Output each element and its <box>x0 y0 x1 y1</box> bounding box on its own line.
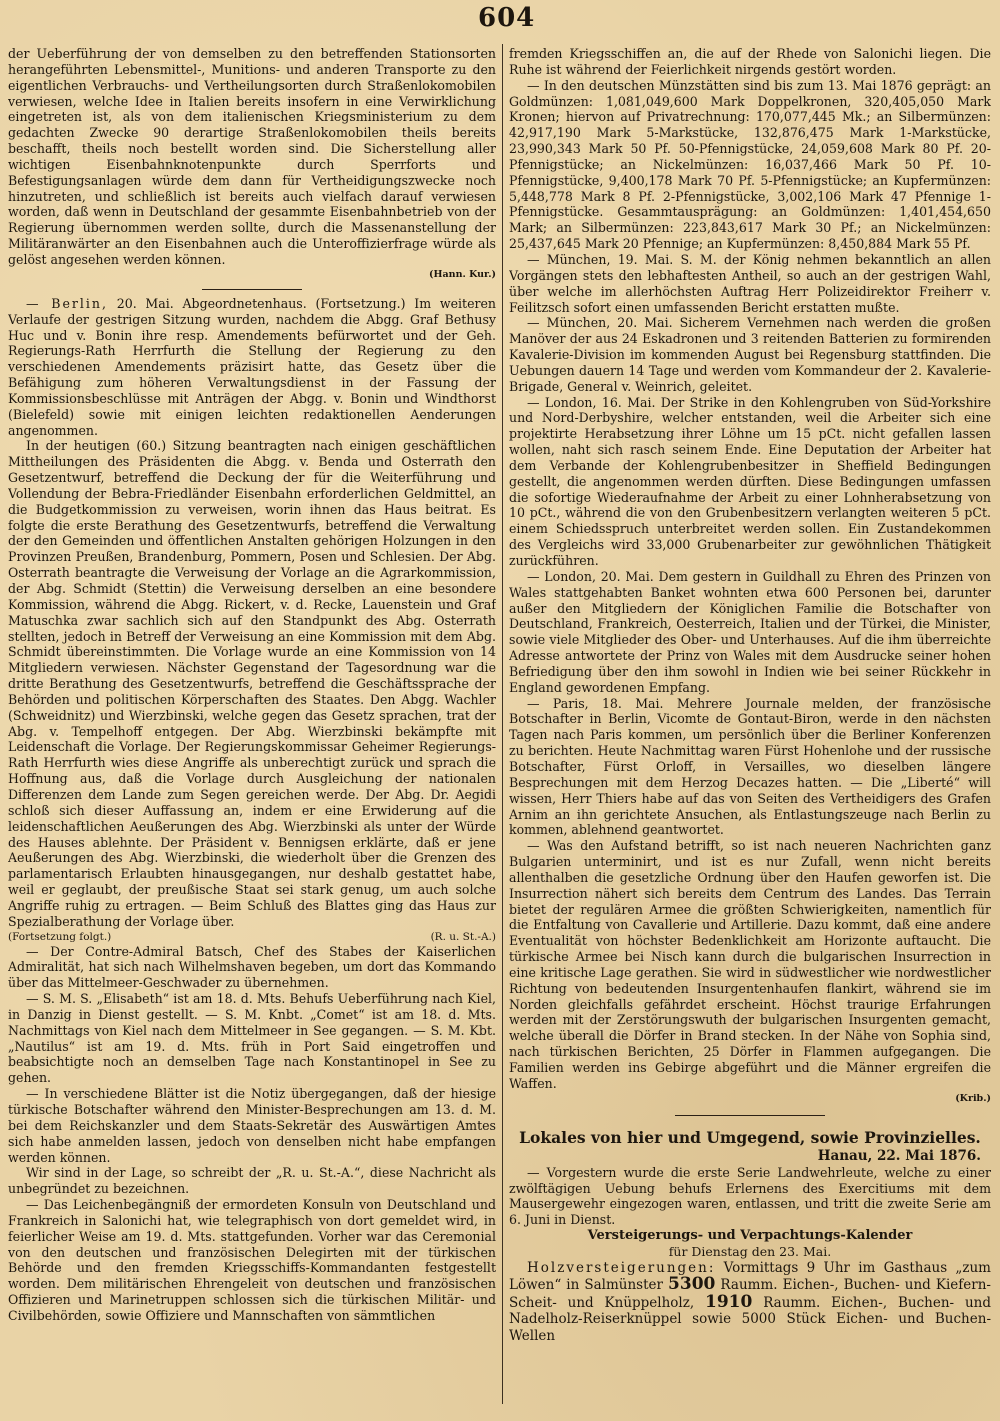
kalender-number-2: 1910 <box>705 1291 753 1312</box>
article-turkish-ambassador: — In verschiedene Blätter ist die Notiz übergegangen, daß der hiesige türkische Botschafter während den Minister-Besprechungen am 13. d. M. bei dem Reichskanzler und dem Staats-Sekretär des Auswärtigen Amtes sich habe anmelden lassen, jedoch von denselben nicht habe empfangen werden können. <box>8 1086 496 1165</box>
article-salonichi-funeral: — Das Leichenbegängniß der ermordeten Konsuln von Deutschland und Frankreich in Salonichi hat, wie telegraphisch von dort gemeldet wird, in feierlicher Weise am 19. d. Mts. stattgefunden. Vorher war das Ceremonial von den deutschen und französischen Delegirten mit der türkischen Behörde und den fremden Kriegsschiffs-Kommandanten festgestellt worden. Dem militärischen Ehrengeleit von deutschen und französischen Offizieren und Marinetruppen schlossen sich die türkischen Militär- und Civilbehörden, sowie Offiziere und Mannschaften von sämmtlichen <box>8 1197 496 1323</box>
section-separator <box>675 1115 825 1116</box>
kalender-date: für Dienstag den 23. Mai. <box>668 1244 832 1260</box>
source-krib: (Krib.) <box>955 1092 991 1104</box>
dateline-berlin: — Berlin, <box>26 295 109 311</box>
article-admiral-batsch: — Der Contre-Admiral Batsch, Chef des Stabes der Kaiserlichen Admiralität, hat sich nach Wilhelmshaven begeben, um dort das Kommando über das Mittelmeer-Geschwader zu übernehmen. <box>8 943 496 991</box>
dateline-hanau: Hanau, 22. Mai 1876. <box>817 1147 981 1164</box>
article-bulgaria-uprising: — Was den Aufstand betrifft, so ist nach neueren Nachrichten ganz Bulgarien unterminirt, und ist es nur Zufall, wenn nicht bereits allenthalben die gesetzliche Ordnung über den Haufen geworfen ist. Die Insurrection nähert sich bereits dem Centrum des Landes. Das Terrain bietet der regulären Armee die größten Schwierigkeiten, namentlich für die Entfaltung von Cavallerie und Artillerie. Dazu kommt, daß eine andere Eventualität von höchster Bedenklichkeit am Horizonte auftaucht. Die türkische Armee bei Nisch kann durch die bulgarischen Insurrection in eine kritische Lage gerathen. Sie wird in südwestlicher wie nordwestlicher Richtung von bedeutenden Insurgentenhaufen flankirt, während sie im Norden gleichfalls gefährdet erscheint. Höchst traurige Erfahrungen werden mit der Zerstörungswuth der bulgarischen Insurgenten gemacht, welche überall die Dörfer in Brand stecken. In der Nähe von Sophia sind, nach türkischen Berichten, 25 Dörfer in Flammen aufgegangen. Die Familien werden ins Gebirge abgeführt und die Männer ergreifen die Waffen. <box>509 838 991 1091</box>
kalender-text-2: Raumm. Eichen-, Buchen- und Kiefern-Scheit- und Knüppelholz, <box>509 1277 991 1311</box>
section-title-kalender: Versteigerungs- und Verpachtungs-Kalender <box>587 1228 913 1244</box>
article-salonichi-continuation: fremden Kriegsschiffen an, die auf der Rhede von Salonichi liegen. Die Ruhe ist während der Feierlichkeit nirgends gestört worden. <box>509 46 991 77</box>
article-landwehr: — Vorgestern wurde die erste Serie Landwehrleute, welche zu einer zwölftägigen Uebung behufs Erlernens des Exercitiums mit dem Mausergewehr eingezogen waren, entlassen, und tritt die zweite Serie am 6. Juni in Dienst. <box>509 1164 991 1228</box>
kalender-number-1: 5300 <box>668 1274 716 1295</box>
article-berlin-abgeordnetenhaus <box>8 296 496 439</box>
article-muenchen-20-mai: — München, 20. Mai. Sicherem Vernehmen nach werden die großen Manöver der aus 24 Eskadronen und 3 reitenden Batterien zu formirenden Kavalerie-Division im kommenden August bei Regensburg stattfinden. Die Uebungen dauern 14 Tage und werden vom Kommandeur der 2. Kavalerie-Brigade, General v. Weinrich, geleitet. <box>509 315 991 394</box>
kalender-holzversteigerung <box>509 1260 991 1345</box>
article-berlin-sitting-60: In der heutigen (60.) Sitzung beantragten nach einigen geschäftlichen Mittheilungen des Präsidenten die Abgg. v. Benda und Osterrath den Gesetzentwurf, betreffend die Deckung der für die Weiterführung und Vollendung der Bebra-Friedländer Eisenbahn erforderlichen Geldmittel, an die Budgetkommission zu verweisen, worin ihnen das Haus beitrat. Es folgte die erste Berathung des Gesetzentwurfs, betreffend die Verwaltung der den Gemeinden und öffentlichen Anstalten gehörigen Holzungen in den Provinzen Preußen, Brandenburg, Pommern, Posen und Schlesien. Der Abg. Osterrath beantragte die Verweisung der Vorlage an die Agrarkommission, der Abg. Schmidt (Stettin) die Verweisung derselben an eine besondere Kommission, während die Abgg. Rickert, v. d. Recke, Lauenstein und Graf Matuschka zwar sachlich sich auf den Standpunkt des Abg. Osterrath stellten, jedoch in Betreff der Verweisung an eine Kommission mit dem Abg. Schmidt übereinstimmten. Die Vorlage wurde an eine Kommission von 14 Mitgliedern verwiesen. Nächster Gegenstand der Tagesordnung war die dritte Berathung des Gesetzentwurfs, betreffend die Geschäftssprache der Behörden und politischen Körperschaften des Staates. Den Abgg. Wachler (Schweidnitz) und Wierzbinski, welche gegen das Gesetz sprachen, trat der Abg. v. Tempelhoff entgegen. Der Abg. Wierzbinski bekämpfte mit Leidenschaft die Vorlage. Der Regierungskommissar Geheimer Regierungs-Rath Herrfurth wies diese Angriffe als unberechtigt zurück und sprach die Hoffnung aus, daß die Vorlage durch Ausgleichung der nationalen Differenzen dem Lande zum Segen gereichen werde. Der Abg. Dr. Aegidi schloß sich dieser Auffassung an, indem er eine Erwiderung auf die leidenschaftlichen Aeußerungen des Abg. Wierzbinski als unter der Würde des Hauses ablehnte. Der Präsident v. Bennigsen erklärte, daß er jene Aeußerungen des Abg. Wierzbinski, die wiederholt über die Grenzen des parlamentarisch Erlaubten hinausgegangen, nur deshalb gestattet habe, weil er geglaubt, der preußische Staat sei stark genug, um auch solche Angriffe ruhig zu ertragen. — Beim Schluß des Blattes ging das Haus zur Spezialberathung der Vorlage über. <box>8 438 496 929</box>
article-london-strike: — London, 16. Mai. Der Strike in den Kohlengruben von Süd-Yorkshire und Nord-Derbyshire, welcher entstanden, weil die Arbeiter sich eine projektirte Herabsetzung ihrer Löhne um 15 pCt. nicht gefallen lassen wollen, naht sich rasch seinem Ende. Eine Deputation der Arbeiter hat dem Verbande der Kohlengrubenbesitzer in Sheffield Bedingungen gestellt, die angenommen werden dürften. Diese Bedingungen umfassen die sofortige Wiederaufnahme der Arbeit zu einer Lohnherabsetzung von 10 pCt., während die von den Grubenbesitzern verlangten weiteren 5 pCt. einem Schiedsspruch unterbreitet werden sollen. Ein Zustandekommen des Vergleichs wird 33,000 Grubenarbeiter zur gewöhnlichen Thätigkeit zurückführen. <box>509 394 991 568</box>
article-paris: — Paris, 18. Mai. Mehrere Journale melden, der französische Botschafter in Berlin, Vicomte de Gontaut-Biron, werde in den nächsten Tagen nach Paris kommen, um persönlich über die Berliner Konferenzen zu berichten. Heute Nachmittag waren Fürst Hohenlohe und der russische Botschafter, Fürst Orloff, in Versailles, wo dieselben längere Besprechungen mit dem Herzog Decazes hatten. — Die „Liberté“ will wissen, Herr Thiers habe auf das von Seiten des Vertheidigers des Grafen Arnim an ihn gerichtete Ansuchen, als Entlastungszeuge nach Berlin zu kommen, ablehnend geantwortet. <box>509 695 991 838</box>
continued-note: (Fortsetzung folgt.) <box>8 930 112 943</box>
kalender-lead: Holzversteigerungen: <box>527 1259 716 1276</box>
article-rstA-statement: Wir sind in der Lage, so schreibt der „R. u. St.-A.“, diese Nachricht als unbegründet zu bezeichnen. <box>8 1165 496 1197</box>
article-berlin-text: 20. Mai. Abgeordnetenhaus. (Fortsetzung.) Im weiteren Verlaufe der gestrigen Sitzung wurden, nachdem die Abgg. Graf Bethusy Huc und v. Bonin ihre resp. Amendements befürwortet und der Geh. Regierungs-Rath Herrfurth die Stellung der Regierung zu den verschiedenen Amendements präzisirt hatte, das Gesetz über die Befähigung zum höheren Verwaltungsdienst in der Fassung der Kommissionsbeschlüsse mit Anträgen der Abgg. v. Bonin und Windthorst (Bielefeld) sowie mit einigen leichten redaktionellen Aenderungen angenommen. <box>8 295 496 438</box>
section-title-lokales: Lokales von hier und Umgegend, sowie Provinzielles. <box>519 1127 981 1147</box>
column-divider <box>502 44 503 1404</box>
article-muenchen-19-mai: — München, 19. Mai. S. M. der König nehmen bekanntlich an allen Vorgängen stets den lebhaftesten Antheil, so auch an der gestrigen Wahl, über welche im allerhöchsten Auftrag Herr Polizeidirektor Freiherr v. Feilitzsch sofort einen umfassenden Bericht erstatten mußte. <box>509 251 991 315</box>
left-column <box>8 46 496 1413</box>
source-r-u-st-a: (R. u. St.-A.) <box>430 930 496 943</box>
kalender-text-1: Vormittags 9 Uhr im Gasthaus „zum Löwen“ in Salmünster <box>509 1259 991 1294</box>
page-number: 604 <box>478 3 536 33</box>
kalender-text-3: Raumm. Eichen-, Buchen- und Nadelholz-Reiserknüppel sowie 5000 Stück Eichen- und Buchen-Wellen <box>509 1294 991 1344</box>
article-navy-ships: — S. M. S. „Elisabeth“ ist am 18. d. Mts. Behufs Ueberführung nach Kiel, in Danzig in Dienst gestellt. — S. M. Knbt. „Comet“ ist am 18. d. Mts. Nachmittags von Kiel nach dem Mittelmeer in See gegangen. — S. M. Kbt. „Nautilus“ ist am 19. d. Mts. früh in Port Said eingetroffen und beabsichtigte noch an demselben Tage nach Konstantinopel in See zu gehen. <box>8 991 496 1086</box>
right-column <box>509 46 991 1413</box>
source-hann-kur: (Hann. Kur.) <box>429 268 496 280</box>
article-mint-statistics: — In den deutschen Münzstätten sind bis zum 13. Mai 1876 geprägt: an Goldmünzen: 1,081,049,600 Mark Doppelkronen, 320,405,050 Mark Kronen; hiervon auf Privatrechnung: 170,077,445 Mk.; an Silbermünzen: 42,917,190 Mark 5-Markstücke, 132,876,475 Mark 1-Markstücke, 23,990,343 Mark 50 Pf. 50-Pfennigstücke, 24,059,608 Mark 80 Pf. 20-Pfennigstücke; an Nickelmünzen: 16,037,466 Mark 50 Pf. 10-Pfennigstücke, 9,400,178 Mark 70 Pf. 5-Pfennigstücke; an Kupfermünzen: 5,448,778 Mark 8 Pf. 2-Pfennigstücke, 3,002,106 Mark 47 Pfennige 1-Pfennigstücke. Gesammtausprägung: an Goldmünzen: 1,401,454,650 Mark; an Silbermünzen: 223,843,617 Mark 30 Pf.; an Nickelmünzen: 25,437,645 Mark 20 Pfennige; an Kupfermünzen: 8,450,884 Mark 55 Pf. <box>509 77 991 252</box>
article-separator <box>202 289 302 290</box>
article-railway-continuation: der Ueberführung der von demselben zu den betreffenden Stationsorten herangeführten Lebensmittel-, Munitions- und anderen Transporte zu den eigentlichen Verbrauchs- und Vertheilungsorten durch Straßenlokomobilen verwiesen, welche Idee in Italien bereits insofern in eine Verwirklichung eingetreten ist, als von dem italienischen Kriegsministerium zu dem gedachten Zwecke 90 derartige Straßenlokomobilen theils bereits beschafft, theils noch bestellt worden sind. Die Sicherstellung aller wichtigen Eisenbahnknotenpunkte durch Sperrforts und Befestigungsanlagen würde dem dann für Vertheidigungszwecke noch hinzutreten, und schließlich ist bereits auch vielfach darauf verwiesen worden, daß wenn in Deutschland der gesammte Eisenbahnbetrieb von der Regierung übernommen werden sollte, durch die Massenanstellung der Militäranwärter an den Eisenbahnen auch die Unteroffizierfrage würde als gelöst angesehen werden können. <box>8 46 496 267</box>
continuation-line <box>8 930 496 944</box>
article-london-banket: — London, 20. Mai. Dem gestern in Guildhall zu Ehren des Prinzen von Wales stattgehabten Banket wohnten etwa 600 Personen bei, darunter außer den Mitgliedern der Königlichen Familie die Botschafter von Deutschland, Frankreich, Oesterreich, Italien und der Türkei, die Minister, sowie viele Mitglieder des Ober- und Unterhauses. Auf die ihm überreichte Adresse antwortete der Prinz von Wales mit dem Ausdrucke seiner hohen Befriedigung über den ihm sowohl in Indien wie bei seiner Rückkehr in England gewordenen Empfang. <box>509 568 991 695</box>
